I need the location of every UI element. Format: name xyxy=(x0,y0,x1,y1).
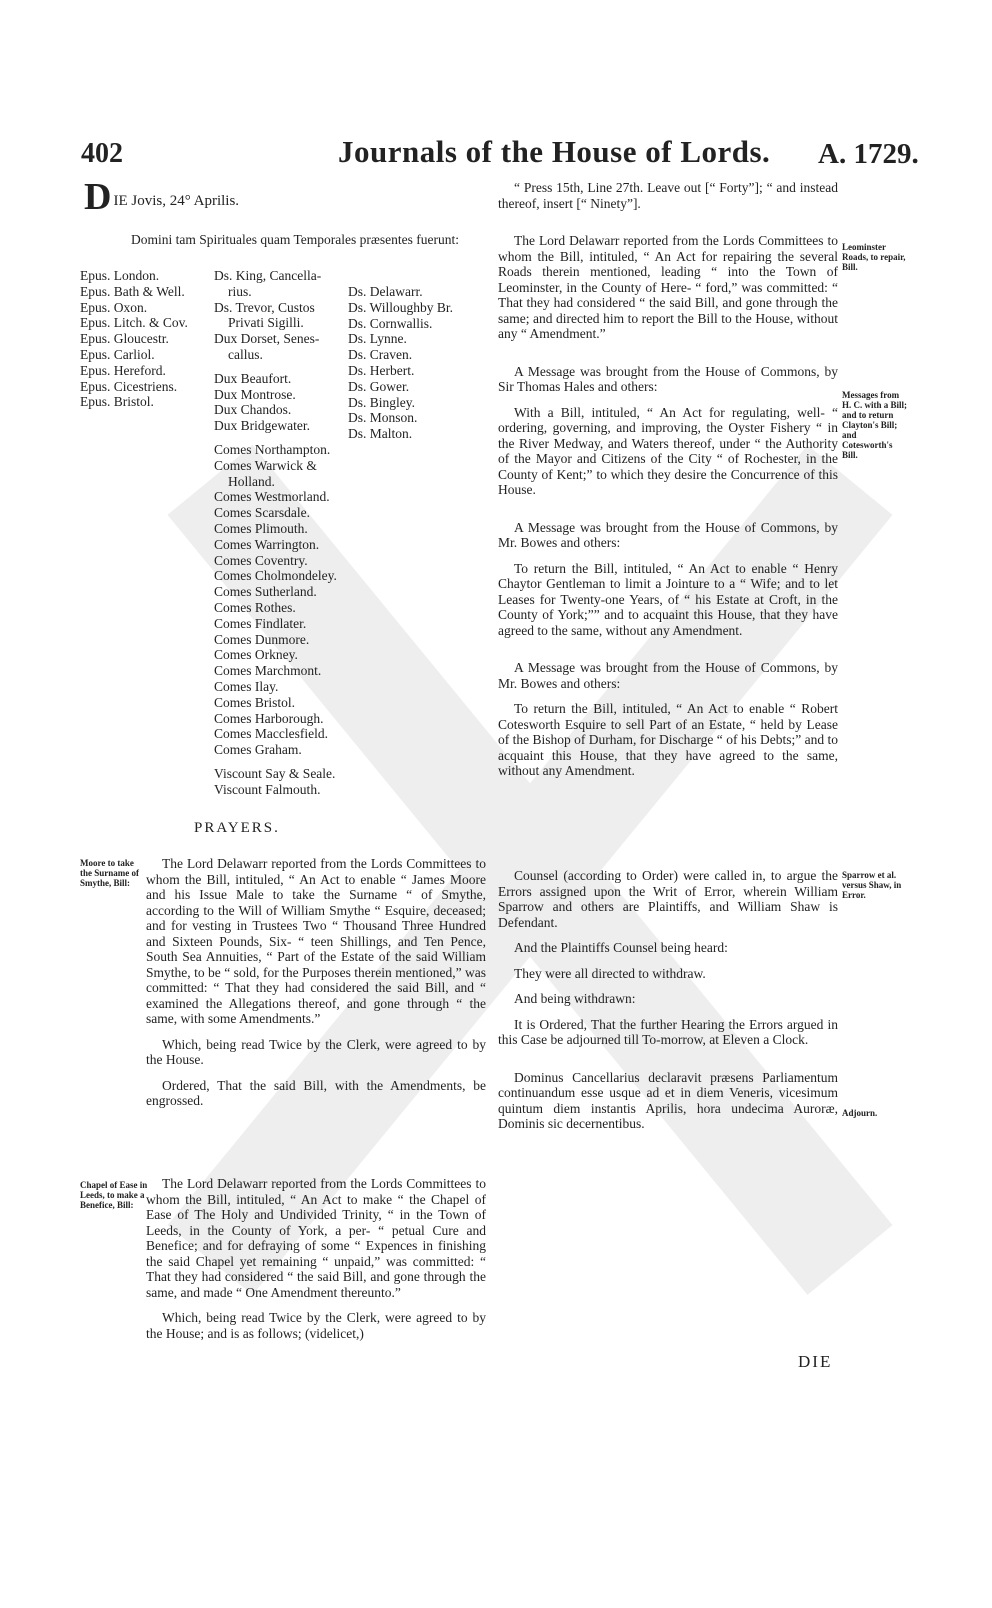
lord-entry: Comes Dunmore. xyxy=(214,631,310,647)
paragraph-moore-ordered: Ordered, That the said Bill, with the Amendments, be engrossed. xyxy=(146,1077,486,1108)
lord-entry: Comes Findlater. xyxy=(214,615,307,631)
margin-note-moore: Moore to take the Surname of Smythe, Bill: xyxy=(80,858,139,888)
paragraph-counsel: Counsel (according to Order) were called in, to argue the Errors assigned upon the Writ of Error, wherein William Sparrow and others are Plaintiffs, and William Shaw is Defendant. xyxy=(498,868,838,930)
lord-entry: Ds. Craven. xyxy=(348,347,413,363)
right-column-bottom xyxy=(498,868,838,1142)
lord-entry: Comes Cholmondeley. xyxy=(214,568,337,584)
lord-entry: Ds. Trevor, Custos xyxy=(214,299,315,315)
lord-entry: Ds. Malton. xyxy=(348,426,413,442)
paragraph-ordered-hearing: It is Ordered, That the further Hearing the Errors argued in this Case be adjourned till To-morrow, at Eleven a Clock. xyxy=(498,1016,838,1047)
paragraph-message2-intro: A Message was brought from the House of Commons, by Mr. Bowes and others: xyxy=(498,519,838,550)
paragraph-heard: And the Plaintiffs Counsel being heard: xyxy=(514,940,728,955)
lord-entry: Epus. Bristol. xyxy=(80,394,154,410)
page-number: 402 xyxy=(81,138,123,169)
lord-entry: Dux Bridgewater. xyxy=(214,418,310,434)
paragraph-message3-intro: A Message was brought from the House of Commons, by Mr. Bowes and others: xyxy=(498,660,838,691)
journal-title: Journals of the House of Lords. xyxy=(338,134,771,169)
margin-note-leominster: Leominster Roads, to repair, Bill. xyxy=(842,242,906,272)
paragraph-press: “ Press 15th, Line 27th. Leave out [“ Forty”]; “ and instead thereof, insert [“ Ninety”]. xyxy=(498,180,838,211)
lord-entry: Epus. Hereford. xyxy=(80,362,166,378)
lord-entry: Dux Montrose. xyxy=(214,386,296,402)
left-column-body-2 xyxy=(146,1176,486,1351)
lord-entry: Comes Warwick & xyxy=(214,457,317,473)
paragraph-moore-report: The Lord Delawarr reported from the Lords Committees to whom the Bill, intituled, “ An Act to enable “ James Moore and his Issue Male to take the Surname “ of Smythe, according to the Will of William Smythe “ Esquire, deceased; and for vesting in Trustees Two “ Thousand Three Hundred and Sixteen Pounds, Six- “ teen Shillings, and Ten Pence, South Sea Annuities, “ Part of the Estate of the said William Smythe, to be “ sold, for the Purposes therein mentioned,” was committed: “ That they had considered the said Bill, and “ examined the Allegations thereof, and gone through “ the same, with some Amendments.” xyxy=(146,856,486,1026)
lord-entry: Ds. Bingley. xyxy=(348,394,415,410)
lords-column-bishops xyxy=(80,268,215,410)
lord-entry: Ds. Herbert. xyxy=(348,362,415,378)
margin-note-adjourn: Adjourn. xyxy=(842,1108,878,1118)
lord-entry: Epus. London. xyxy=(80,268,160,283)
lord-entry: Viscount Falmouth. xyxy=(214,781,321,797)
lord-entry: Epus. Bath & Well. xyxy=(80,283,185,299)
lord-entry: Dux Beaufort. xyxy=(214,370,292,386)
lord-entry: Comes Rothes. xyxy=(214,599,296,615)
lord-entry: Comes Graham. xyxy=(214,742,302,758)
lord-entry: Comes Westmorland. xyxy=(214,489,330,505)
paragraph-message2-body: To return the Bill, intituled, “ An Act to enable “ Henry Chaytor Gentleman to limit a Jointure to a “ Wife; and to let Leases for Twenty-one Years, of “ his Estate at Croft, in the County of York;”” and to acquaint this House, that they have agreed to the same, without any Amendment. xyxy=(498,560,838,638)
paragraph-adjournment: Dominus Cancellarius declaravit præsens Parliamentum continuandum esse usque ad et in diem Veneris, vicesimum quintum diem instantis Aprilis, hora undecima Auroræ, Dominis sic decernentibus. xyxy=(498,1069,838,1131)
catchword: DIE xyxy=(798,1352,833,1371)
lord-entry: callus. xyxy=(228,346,263,362)
paragraph-message3-body: To return the Bill, intituled, “ An Act to enable “ Robert Cotesworth Esquire to sell Part of an Estate, “ held by Lease of the Bishop of Durham, for Discharge “ of his Debts;” and to acquaint this House, that they have agreed to the same, without any Amendment. xyxy=(498,701,838,778)
paragraph-leominster: The Lord Delawarr reported from the Lords Committees to whom the Bill, intituled, “ An Act for repairing the several Roads therein mentioned, leading “ into the Town of Leominster, in the County of Here- “ ford,” was committed: “ That they had considered “ the said Bill, and gone through the same; and directed him to report the Bill to the House, without any “ Amendment.” xyxy=(498,233,838,341)
paragraph-message1-intro: A Message was brought from the House of Commons, by Sir Thomas Hales and others: xyxy=(498,363,838,394)
lord-entry: Comes Bristol. xyxy=(214,694,296,710)
lord-entry: Epus. Oxon. xyxy=(80,299,148,315)
paragraph-message1-body: With a Bill, intituled, “ An Act for regulating, well- “ ordering, governing, and improving, the Oyster Fishery “ in the River Medway, and Waters thereof, under “ the Authority of the Mayor and Citizens of the City “ of Rochester, in the County of Kent;” to which they desire the Concurrence of this House. xyxy=(498,404,838,497)
lord-entry: Ds. Gower. xyxy=(348,378,410,394)
lord-entry: Epus. Gloucestr. xyxy=(80,331,169,347)
lord-entry: rius. xyxy=(228,283,252,299)
lords-column-officers xyxy=(214,268,354,798)
date-text: IE Jovis, 24° Aprilis. xyxy=(113,193,240,209)
lord-entry: Epus. Litch. & Cov. xyxy=(80,315,188,331)
paragraph-moore-read: Which, being read Twice by the Clerk, were agreed to by the House. xyxy=(146,1036,486,1067)
left-column-body xyxy=(146,856,486,1131)
lord-entry: Comes Harborough. xyxy=(214,710,324,726)
margin-note-sparrow: Sparrow et al. versus Shaw, in Error. xyxy=(842,870,902,900)
lord-entry: Comes Coventry. xyxy=(214,552,308,568)
lord-entry: Ds. Delawarr. xyxy=(348,284,423,299)
lord-entry: Comes Northampton. xyxy=(214,441,331,457)
lord-entry: Holland. xyxy=(228,473,275,489)
lords-column-barons xyxy=(348,284,483,442)
lord-entry: Viscount Say & Seale. xyxy=(214,765,336,781)
paragraph-withdraw: They were all directed to withdraw. xyxy=(514,965,706,981)
lord-entry: Ds. Cornwallis. xyxy=(348,315,433,331)
paragraph-chapel-report: The Lord Delawarr reported from the Lords Committees to whom the Bill, intituled, “ An Act to make “ the Chapel of Ease of The Holy and Undivided Trinity, “ in the Town of Leeds, in the County of York, a per- “ petual Cure and Benefice; and for defraying of some “ Expences in finishing the said Chapel yet remaining “ unpaid,” was committed: “ That they had considered “ the said Bill, and gone through the same, and made “ One Amendment thereunto.” xyxy=(146,1176,486,1300)
lord-entry: Comes Macclesfield. xyxy=(214,726,328,742)
journal-year: A. 1729. xyxy=(818,138,919,170)
paragraph-chapel-read: Which, being read Twice by the Clerk, were agreed to by the House; and is as follows; (videlicet,) xyxy=(146,1310,486,1341)
date-dropcap: D xyxy=(84,176,112,218)
lord-entry: Ds. Monson. xyxy=(348,410,418,426)
lord-entry: Comes Scarsdale. xyxy=(214,505,310,521)
lord-entry: Comes Plimouth. xyxy=(214,520,308,536)
present-heading: Domini tam Spirituales quam Temporales præsentes fuerunt: xyxy=(131,232,459,247)
right-column-top xyxy=(498,180,838,789)
lord-entry: Ds. Lynne. xyxy=(348,331,407,347)
lord-entry: Epus. Carliol. xyxy=(80,346,155,362)
date-line xyxy=(84,176,484,218)
lord-entry: Ds. Willoughby Br. xyxy=(348,299,453,315)
prayers-heading: PRAYERS. xyxy=(194,820,280,836)
lord-entry: Ds. King, Cancella- xyxy=(214,268,322,283)
lord-entry: Comes Warrington. xyxy=(214,536,320,552)
lord-entry: Comes Ilay. xyxy=(214,678,279,694)
margin-note-messages: Messages from H. C. with a Bill; and to return Clayton's Bill; and Cotesworth's Bill. xyxy=(842,390,908,460)
lord-entry: Dux Dorset, Senes- xyxy=(214,331,320,347)
lord-entry: Comes Marchmont. xyxy=(214,663,322,679)
paragraph-withdrawn: And being withdrawn: xyxy=(514,991,636,1006)
lord-entry: Comes Orkney. xyxy=(214,647,298,663)
lord-entry: Epus. Cicestriens. xyxy=(80,378,178,394)
lord-entry: Dux Chandos. xyxy=(214,402,292,418)
lord-entry: Privati Sigilli. xyxy=(228,315,304,331)
lord-entry: Comes Sutherland. xyxy=(214,584,317,600)
margin-note-chapel: Chapel of Ease in Leeds, to make a Benefice, Bill: xyxy=(80,1180,148,1210)
